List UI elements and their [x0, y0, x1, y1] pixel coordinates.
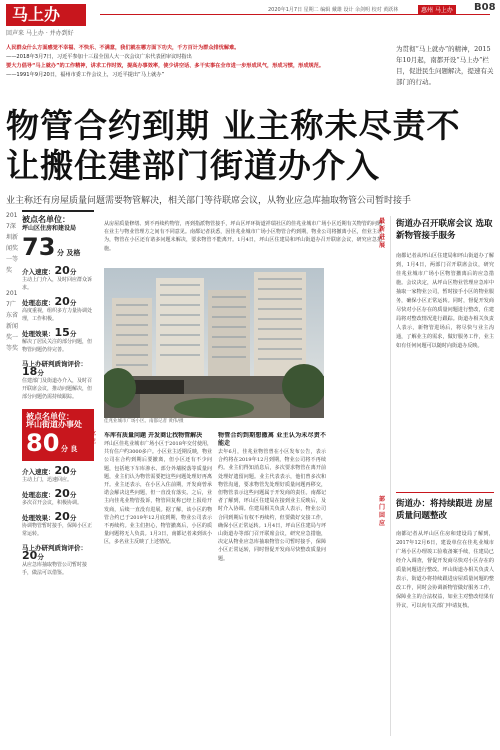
- score-item: 介入速度：20分 主动上门，迅速回应。: [22, 464, 77, 483]
- right-separator: [396, 492, 494, 493]
- column-2-heading: 物管合约到期想撤离 业主认为未尽责不能走: [218, 432, 326, 447]
- building-photo: [104, 268, 324, 418]
- masthead: [0, 0, 500, 40]
- column-1-heading: 车库有质量问题 开发商让找物管解决: [104, 432, 203, 439]
- column-slogan: 回声来 马上办 · 并办到好: [6, 30, 74, 37]
- score-card-2: [22, 409, 94, 461]
- score-item: 马上办研判质询评价：20分 从应急库抽取物管公司暂时接手，做法可以借鉴。: [22, 544, 88, 576]
- department-response-heading: 街道办：将持续跟进 房屋质量问题整改: [396, 499, 493, 521]
- score-card-1: [22, 210, 94, 261]
- score-card-1-grade: 分 及格: [57, 249, 81, 257]
- section-vertical-label: 业主: [90, 430, 97, 445]
- score-item: 介入速度：20分 主动上门介入，及时回应群众诉求。: [22, 264, 93, 291]
- quote-1: 人民群众什么方面感觉不幸福、不快乐、不满意，我们就在哪方面下功夫，千方百计为群众排忧解难。: [6, 45, 240, 51]
- article-column-1: [104, 432, 212, 744]
- score-card-1-score: 73: [22, 233, 56, 261]
- award-2: 2017广东省新闻奖一等奖: [6, 290, 19, 352]
- quote-band: [6, 44, 376, 100]
- article-column-2: [218, 432, 326, 744]
- latest-progress-heading: 街道办召开联席会议 选取新物管接手服务: [396, 219, 493, 241]
- headline: 物管合约到期 业主称未尽责不让搬住建部门街道办介入: [6, 106, 461, 185]
- score-item: 处理效果：15分 解决了居民关注的部分问题，但物管问题仍待完善。: [22, 326, 93, 353]
- column-2-body: 去年6月，佳兆业物管曾在小区发布公告，表示合约将在2019年12月到期，物业公司将不再续约。业主们得知消息后，多次要求物管在离开前处理好遗留问题。业主代表表示，他们曾多次和物管沟通，要求物管先处理好质量问题再移交，但物管表示这些问题属于开发商的责任。南都记者了解到，坪山区住建局在接到业主反映后，及时介入协调。住建局相关负责人表示，物业公司合同到期后有权不再续约，但要做好交接工作，确保小区正常运转。1月4日，坪山区住建局与坪山街道办等部门召开联席会议，研究应急措施，决定从物业应急库抽取物管公司暂时接手，保障小区正常运转，同时督促开发商尽快整改质量问题。: [218, 449, 326, 562]
- score-card-2-score: 80: [26, 429, 60, 457]
- article-photo: [104, 268, 324, 418]
- column-logo: 马上办: [6, 4, 86, 26]
- score-card-1-label: 被点名单位：: [22, 215, 70, 224]
- header-rule: [100, 14, 490, 15]
- issue-date: 2020年1月7日 星期二 编辑 戴雄 设计 余剑明 校对 黄跃林: [268, 7, 399, 13]
- article-intro: 从房屋质量修缮、到不再续约物管，再到指派物管接手，坪山区坪环街道祥瑞社区的佳兆业城市广场小区近期有关物管的问题在业主与物业管理方之间有不同意见。南都记者获悉，因佳兆业城市广场小区物管合约到期，物业公司将撤离小区，但业主认为，物管在小区还有诸多问题未解决，要求物管不能离开。1月4日，坪山区住建局和坪山街道办召开联席会议，研究应急措施。: [104, 221, 382, 252]
- score-card-2-label: 被点名单位：: [26, 412, 74, 421]
- quote-1-source: ——2018年3月7日，习近平参加十三届全国人大一次会议广东代表团审议时指出: [6, 54, 192, 60]
- photo-caption: 佳兆业城市广场小区。南都记者 黄伟/摄: [104, 419, 184, 424]
- quote-2: 要大力倡导“马上就办”的工作精神，讲求工作时效，提高办事效率，使少讲空话、多干实事在全市进一步形成风气，形成习惯，形成规范。: [6, 63, 325, 69]
- score-item: 处理效果：20分 协调物管暂时接手，保障小区正常运转。: [22, 510, 93, 537]
- award-1: 2017深圳新闻奖一等奖: [6, 212, 19, 274]
- page-number: B08: [474, 2, 496, 13]
- right-divider: [390, 216, 391, 736]
- latest-progress-body: 南都记者从坪山区住建局和坪山街道办了解到，1月4日，两部门召开联席会议，研究佳兆业城市广场小区物管撤离后的应急措施。会议决定，从坪山区物业管理应急库中抽取一家物业公司，暂时接手小区的物业服务，确保小区正常运转。同时，督促开发商尽快对小区存在的质量问题进行整改，住建局将对整改情况进行跟踪。街道办相关负责人表示，新物管进场后，将尽快与业主沟通，了解业主的需求，做好服务工作，业主如有任何问题可以随时向街道办反映。: [396, 253, 494, 349]
- score-sidebar: [22, 210, 94, 577]
- score-item: 处理态度：20分 多次召开会议，积极协调。: [22, 487, 83, 506]
- score-card-2-unit: 坪山街道办事处: [26, 420, 82, 429]
- section-tag: 惠州 马上办: [418, 5, 456, 14]
- latest-progress-tag: 最新进展: [379, 218, 386, 249]
- subheadline: 业主称还有房屋质量问题需要物管解决，相关部门等待联席会议，从物业应急库抽取物管公司暂时接手: [6, 196, 412, 206]
- column-intro: 为贯彻“马上就办”的精神，2015年10月起，南都开设“马上办”栏目，促进民生问题解决，提速有关部门的行动。: [396, 45, 494, 86]
- column-1-body: 坪山区佳兆业城市广场小区于2018年交付使用，共有住户约3000多户。小区业主近期反映，物业公司在合约到期后要撤离，但小区还有不少问题，包括地下车库渗水、部分外墙脱落等质量问题，业主们认为物管需要把这些问题处理好再离开。业主还表示，在小区入住前期，开发商曾承诺会解决这些问题，但一直没有落实。之后，业主向佳兆业物管投诉，物管回复称已经上报给开发商，后续一直没有进展。据了解，该小区的物管合约已于2019年12月底到期，物业公司表示不再续约。业主们担心，物管撤离后，小区的质量问题将无人负责。1月3日，南都记者来到该小区，多名业主反映了上述情况。: [104, 441, 212, 546]
- quote-2-source: ——1991年9月20日，福州市委工作会议上，习近平提出“马上就办”: [6, 72, 165, 78]
- score-item: 马上办研判质询评价：18分 住建部门及街道办介入，及时召开联席会议，推动问题解决，但部分问题仍需持续跟踪。: [22, 360, 93, 400]
- score-card-1-unit: 坪山区住房和建设局: [22, 225, 77, 232]
- award-vertical: [6, 210, 18, 354]
- score-card-2-grade: 分 良: [61, 445, 78, 453]
- department-response-body: 南都记者从坪山区住房和建设局了解到，2017年12月6日，建设单位在佳兆业城市广场小区办理竣工验收备案手续，住建局已经介入调查，督促开发商尽快对小区存在的质量问题进行整改。坪山街道办相关负责人表示，街道办将持续跟进房屋质量问题的整改工作，同时会协调新物管做好服务工作，保障业主的合法权益，如业主对整改结果有异议，可以向有关部门申请复核。: [396, 531, 494, 609]
- department-response-tag: 部门回应: [379, 496, 386, 527]
- score-item: 处理态度：20分 高度重视，组织多方力量协调处理，工作积极。: [22, 295, 93, 322]
